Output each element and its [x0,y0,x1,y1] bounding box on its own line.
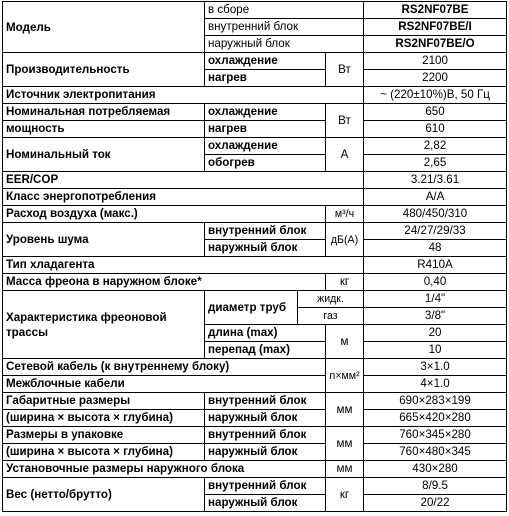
weight-indoor-label: внутренний блок [205,478,326,495]
piping-length-value: 20 [364,325,507,342]
model-indoor-label: внутренний блок [205,19,364,36]
dimensions-unit: мм [326,393,364,427]
capacity-label: Производительность [3,53,205,87]
install-value: 430×280 [364,461,507,478]
package-unit: мм [326,427,364,461]
capacity-cool-label: охлаждение [205,53,326,70]
freon-mass-unit: кг [326,274,364,291]
noise-outdoor-label: наружный блок [205,240,326,257]
weight-indoor-value: 8/9.5 [364,478,507,495]
dimensions-indoor-value: 690×283×199 [364,393,507,410]
dimensions-outdoor-label: наружный блок [205,410,326,427]
capacity-heat-label: нагрев [205,70,326,87]
capacity-unit: Вт [326,53,364,87]
power-source-label: Источник электропитания [3,87,364,104]
model-assembly-value: RS2NF07BE [364,2,507,19]
refrigerant-value: R410A [364,257,507,274]
piping-liquid-value: 1/4" [364,291,507,308]
current-unit: А [326,138,364,172]
power-cable-value: 3×1.0 [364,359,507,376]
current-label: Номинальный ток [3,138,205,172]
install-label: Установочные размеры наружного блока [3,461,326,478]
package-indoor-value: 760×345×280 [364,427,507,444]
cable-unit: n×мм² [326,359,364,393]
piping-gas-value: 3/8" [364,308,507,325]
package-label-1: Размеры в упаковке [3,427,205,444]
dimensions-label-1: Габаритные размеры [3,393,205,410]
power-source-value: ~ (220±10%)В, 50 Гц [364,87,507,104]
capacity-cool-value: 2100 [364,53,507,70]
dimensions-outdoor-value: 665×420×280 [364,410,507,427]
freon-mass-label: Масса фреона в наружном блоке* [3,274,326,291]
weight-unit: кг [326,478,364,512]
current-heat-value: 2,65 [364,155,507,172]
energy-class-label: Класс энергопотребления [3,189,364,206]
capacity-heat-value: 2200 [364,70,507,87]
model-outdoor-value: RS2NF07BE/O [364,36,507,53]
eer-label: EER/COP [3,172,364,189]
power-input-label-2: мощность [3,121,205,138]
model-label: Модель [3,2,205,53]
model-assembly-label: в сборе [205,2,364,19]
current-cool-label: охлаждение [205,138,326,155]
piping-unit: м [326,325,364,359]
weight-outdoor-label: наружный блок [205,495,326,512]
piping-length-label: длина (max) [205,325,326,342]
current-cool-value: 2,82 [364,138,507,155]
refrigerant-label: Тип хладагента [3,257,364,274]
noise-outdoor-value: 48 [364,240,507,257]
dimensions-indoor-label: внутренний блок [205,393,326,410]
power-input-cool-value: 650 [364,104,507,121]
freon-mass-value: 0,40 [364,274,507,291]
noise-indoor-label: внутренний блок [205,223,326,240]
weight-label: Вес (нетто/брутто) [3,478,205,512]
piping-gas-label: газ [298,308,364,325]
noise-indoor-value: 24/27/29/33 [364,223,507,240]
dimensions-label-2: (ширина × высота × глубина) [3,410,205,427]
inter-cable-value: 4×1.0 [364,376,507,393]
inter-cable-label: Межблочные кабели [3,376,326,393]
power-input-heat-value: 610 [364,121,507,138]
energy-class-value: A/A [364,189,507,206]
piping-liquid-label: жидк. [298,291,364,308]
airflow-unit: м³/ч [326,206,364,223]
eer-value: 3.21/3.61 [364,172,507,189]
piping-height-value: 10 [364,342,507,359]
package-indoor-label: внутренний блок [205,427,326,444]
power-input-cool-label: охлаждение [205,104,326,121]
airflow-label: Расход воздуха (макс.) [3,206,326,223]
noise-unit: дБ(А) [326,223,364,257]
power-input-heat-label: нагрев [205,121,326,138]
package-outdoor-value: 760×480×345 [364,444,507,461]
piping-diameter-label: диаметр труб [205,291,298,325]
power-input-label-1: Номинальная потребляемая [3,104,205,121]
power-input-unit: Вт [326,104,364,138]
spec-table [2,1,507,512]
piping-height-label: перепад (max) [205,342,326,359]
power-cable-label: Сетевой кабель (к внутреннему блоку) [3,359,326,376]
airflow-value: 480/450/310 [364,206,507,223]
piping-label: Характеристика фреоновой трассы [3,291,205,359]
package-label-2: (ширина × высота × глубина) [3,444,205,461]
model-indoor-value: RS2NF07BE/I [364,19,507,36]
weight-outdoor-value: 20/22 [364,495,507,512]
package-outdoor-label: наружный блок [205,444,326,461]
current-heat-label: обогрев [205,155,326,172]
install-unit: мм [326,461,364,478]
noise-label: Уровень шума [3,223,205,257]
model-outdoor-label: наружный блок [205,36,364,53]
